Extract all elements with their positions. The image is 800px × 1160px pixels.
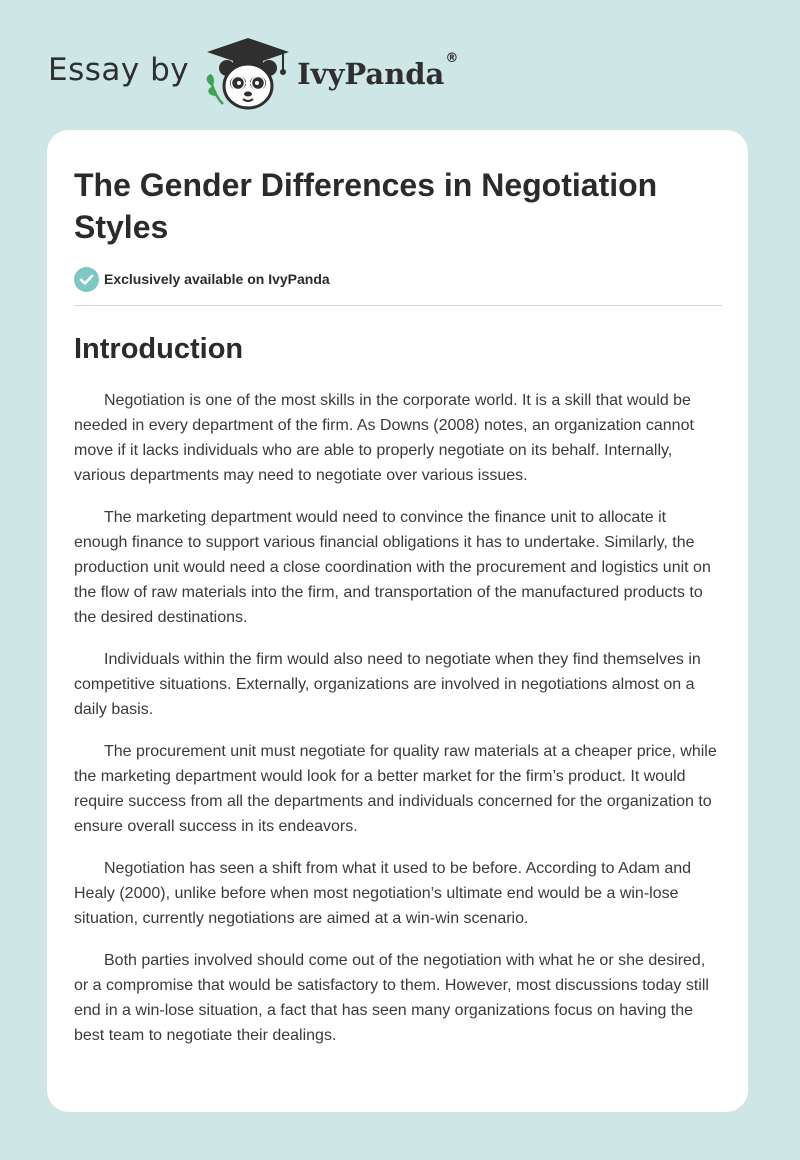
panda-graduate-icon <box>203 36 293 112</box>
paragraph: Both parties involved should come out of the negotiation with what he or she desired, or a compromise that would be satisfactory to them. However, most discussions today still end in a win-lose situation, a fact that has seen many organizations focus on having the best team to negotiate their dealings. <box>74 952 709 1044</box>
paragraph: Individuals within the firm would also need to negotiate when they find themselves in competitive situations. Externally, organizations are involved in negotiations almost on a daily basis. <box>74 651 701 718</box>
badge-text: Exclusively available on IvyPanda <box>104 271 330 287</box>
essay-card <box>47 130 748 1112</box>
paragraph: The procurement unit must negotiate for quality raw materials at a cheaper price, while the marketing department would look for a better market for the firm’s product. It would require success from all the departments and individuals concerned for the organization to ensure overall success in its endeavors. <box>74 743 717 835</box>
paragraph: The marketing department would need to convince the finance unit to allocate it enough finance to support various financial obligations it has to undertake. Similarly, the production unit would need a close coordination with the procurement and logistics unit on the flow of raw materials into the firm, and transportation of the manufactured products to the desired destinations. <box>74 509 711 626</box>
registered-mark: ® <box>445 51 459 66</box>
brand-name <box>297 51 459 91</box>
section-heading-introduction: Introduction <box>74 333 244 365</box>
essay-body <box>74 388 721 1048</box>
divider <box>74 305 722 306</box>
site-brand[interactable] <box>48 34 458 114</box>
exclusive-badge <box>74 266 721 292</box>
brand-prefix: Essay by <box>48 52 190 88</box>
paragraph: Negotiation has seen a shift from what it used to be before. According to Adam and Healy (2000), unlike before when most negotiation’s ultimate end would be a win-lose situation, currently negotiations are aimed at a win-win scenario. <box>74 860 692 927</box>
essay-title: The Gender Differences in Negotiation Styles <box>74 167 658 245</box>
paragraph: Negotiation is one of the most skills in the corporate world. It is a skill that would be needed in every department of the firm. As Downs (2008) notes, an organization cannot move if it lacks individuals who are able to properly negotiate on its behalf. Internally, various departments may need to negotiate over various issues. <box>74 392 694 484</box>
check-circle-icon <box>74 267 99 292</box>
brand-name-text: IvyPanda <box>297 57 445 91</box>
